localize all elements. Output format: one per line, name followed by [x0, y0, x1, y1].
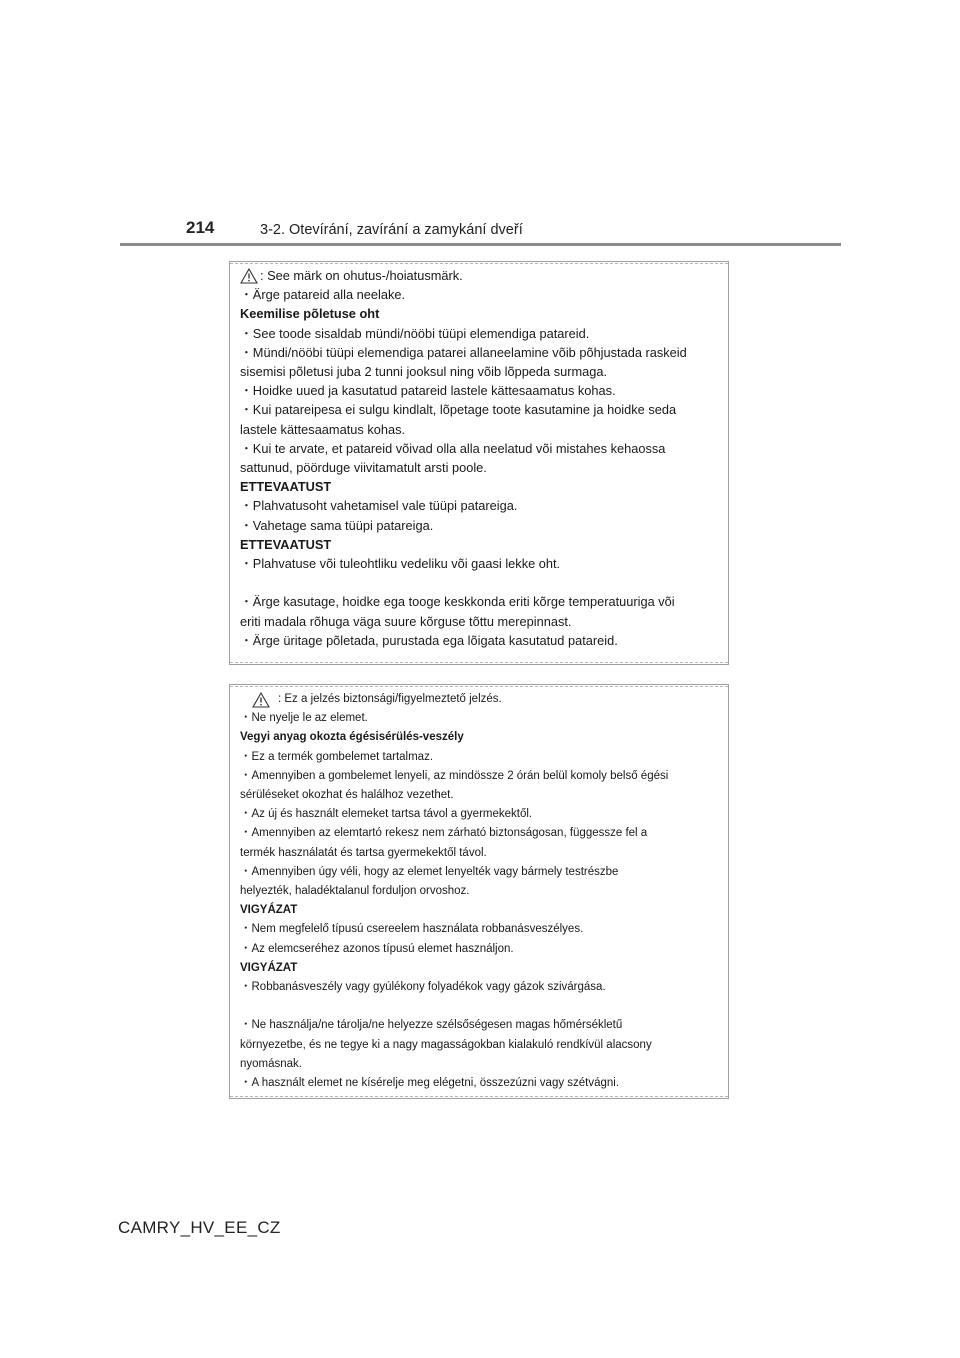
text-line: termék használatát és tartsa gyermekektől távol.: [240, 846, 487, 859]
text-line: ・Hoidke uued ja kasutatud patareid lastele kättesaamatus kohas.: [240, 383, 616, 399]
text-line: környezetbe, és ne tegye ki a nagy magasságokban kialakuló rendkívül alacsony: [240, 1038, 652, 1051]
section-heading: ETTEVAATUST: [240, 479, 332, 495]
estonian-lines: [240, 285, 718, 650]
text-line: ・Kui patareipesa ei sulgu kindlalt, lõpetage toote kasutamine ja hoidke seda: [240, 402, 677, 418]
section-title: 3-2. Otevírání, zavírání a zamykání dveří: [260, 222, 523, 238]
text-line: ・Mündi/nööbi tüüpi elemendiga patarei allaneelamine võib põhjustada raskeid: [240, 344, 687, 360]
text-line: ・Kui te arvate, et patareid võivad olla alla neelatud või mistahes kehaossa: [240, 440, 666, 456]
text-line: ・Az új és használt elemeket tartsa távol a gyermekektől.: [240, 808, 533, 821]
text-line: eriti madala rõhuga väga suure kõrguse tõttu merepinnast.: [240, 613, 572, 629]
text-line: nyomásnak.: [240, 1057, 303, 1070]
text-line: ・Robbanásveszély vagy gyúlékony folyadékok vagy gázok szivárgása.: [240, 981, 606, 994]
text-line: ・Amennyiben a gombelemet lenyeli, az mindössze 2 órán belül komoly belső égési: [240, 769, 669, 782]
hungarian-warning-line: [240, 690, 718, 709]
text-line: [240, 573, 718, 592]
text-line: ・Ärge kasutage, hoidke ega tooge keskkonda eriti kõrge temperatuuriga või: [240, 594, 675, 610]
text-line: ・Ez a termék gombelemet tartalmaz.: [240, 750, 434, 763]
text-line: ・A használt elemet ne kísérelje meg elégetni, összezúzni vagy szétvágni.: [240, 1077, 620, 1090]
hungarian-warning-text: : Ez a jelzés biztonsági/figyelmeztető jelzés.: [278, 693, 502, 705]
text-line: sisemisi põletusi juba 2 tunni jooksul ning võib lõppeda surmaga.: [240, 364, 608, 380]
section-heading: ETTEVAATUST: [240, 536, 332, 552]
text-line: ・Vahetage sama tüüpi patareiga.: [240, 517, 434, 533]
text-line: ・Amennyiben az elemtartó rekesz nem zárható biztonságosan, függessze fel a: [240, 827, 648, 840]
text-line: ・Ärge üritage põletada, purustada ega lõigata kasutatud patareid.: [240, 632, 618, 648]
header-rule: [120, 243, 841, 246]
text-line: ・Ne nyelje le az elemet.: [240, 712, 368, 725]
text-line: ・Plahvatuse või tuleohtliku vedeliku või gaasi lekke oht.: [240, 556, 561, 572]
section-heading: Keemilise põletuse oht: [240, 306, 380, 322]
hungarian-warning-box: [229, 684, 729, 1099]
text-line: sérüléseket okozhat és halálhoz vezethet.: [240, 789, 454, 802]
estonian-warning-box: [229, 261, 729, 665]
footer-code: CAMRY_HV_EE_CZ: [118, 1218, 281, 1237]
section-heading: Vegyi anyag okozta égésisérülés-veszély: [240, 731, 464, 744]
page-number: 214: [186, 218, 215, 237]
text-line: ・Az elemcseréhez azonos típusú elemet használjon.: [240, 942, 514, 955]
warning-triangle-icon: [252, 692, 270, 708]
text-line: ・Ärge patareid alla neelake.: [240, 287, 406, 303]
section-heading: VIGYÁZAT: [240, 904, 298, 917]
text-line: helyezték, haladéktalanul forduljon orvoshoz.: [240, 885, 470, 898]
text-line: lastele kättesaamatus kohas.: [240, 421, 406, 437]
warning-triangle-icon: [240, 268, 258, 284]
text-line: ・Amennyiben úgy véli, hogy az elemet lenyelték vagy bármely testrészbe: [240, 865, 619, 878]
estonian-warning-text: : See märk on ohutus-/hoiatusmärk.: [260, 268, 463, 283]
text-line: [240, 997, 718, 1016]
text-line: ・Ne használja/ne tárolja/ne helyezze szélsőségesen magas hőmérsékletű: [240, 1019, 623, 1032]
text-line: ・Nem megfelelő típusú csereelem használata robbanásveszélyes.: [240, 923, 584, 936]
estonian-warning-line: [240, 266, 718, 285]
text-line: ・Plahvatusoht vahetamisel vale tüüpi patareiga.: [240, 498, 518, 514]
text-line: sattunud, pöörduge viivitamatult arsti poole.: [240, 460, 487, 476]
hungarian-lines: [240, 709, 718, 1093]
text-line: ・See toode sisaldab mündi/nööbi tüüpi elemendiga patareid.: [240, 325, 590, 341]
section-heading: VIGYÁZAT: [240, 961, 298, 974]
